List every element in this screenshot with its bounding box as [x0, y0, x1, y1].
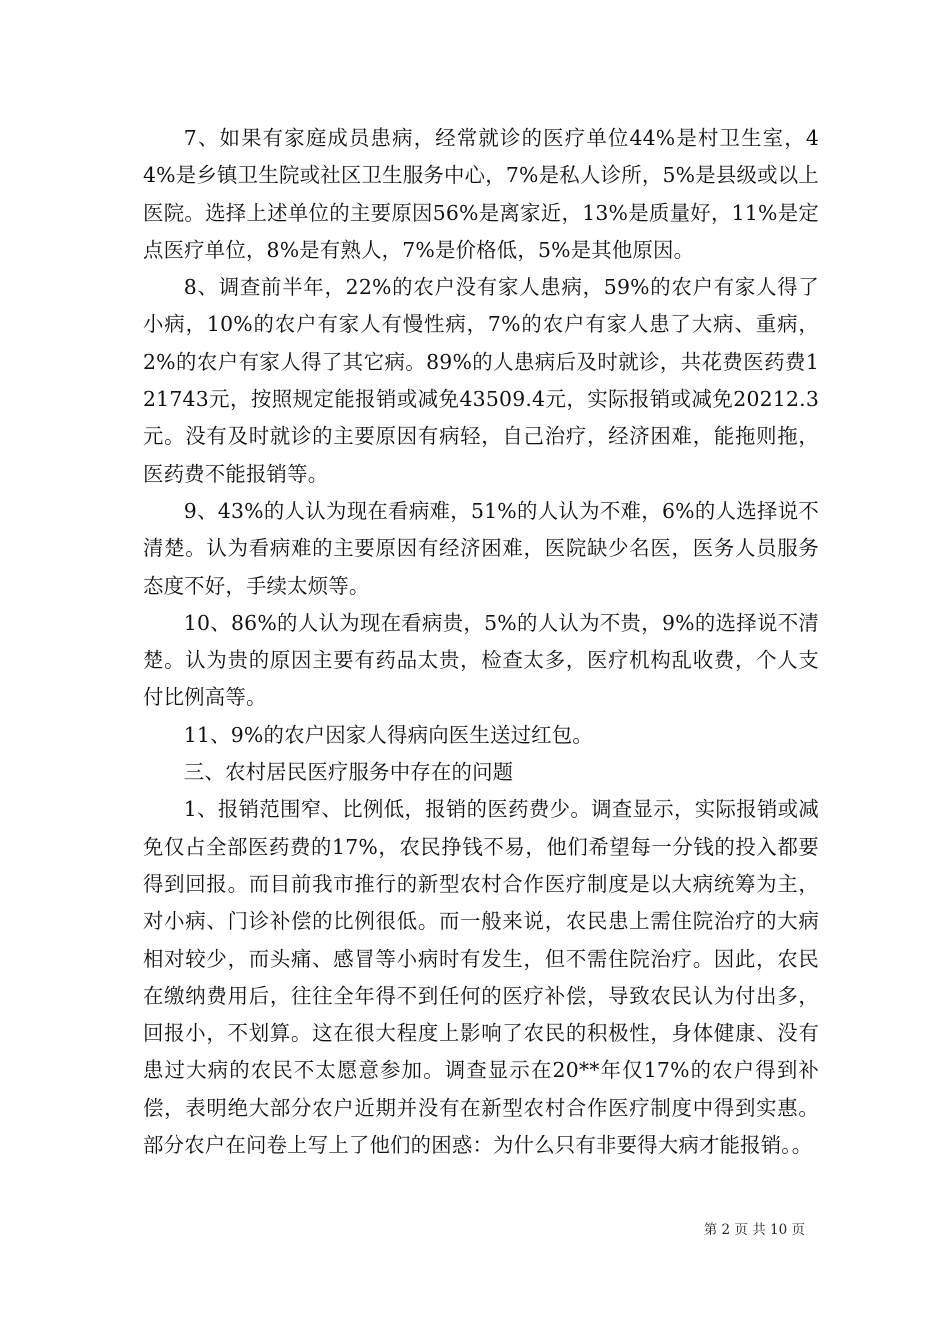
page-number-label: 第 2 页 共 10 页 — [703, 1222, 805, 1238]
paragraph-item-9: 9、43%的人认为现在看病难，51%的人认为不难，6%的人选择说不清楚。认为看病难的主要原因有经济困难，医院缺少名医，医务人员服务态度不好，手续太烦等。 — [143, 498, 819, 598]
section-heading: 三、农村居民医疗服务中存在的问题 — [183, 760, 514, 785]
paragraph-item-8: 8、调查前半年，22%的农户没有家人患病，59%的农户有家人得了小病，10%的农户有家人有慢性病，7%的农户有家人患了大病、重病，2%的农户有家人得了其它病。89%的人患病后及时就诊，共花费医药费121743元，按照规定能报销或减免43509.4元，实际报销或减免20212.3元。没有及时就诊的主要原因有病轻，自己治疗，经济困难，能拖则拖，医药费不能报销等。 — [143, 275, 819, 486]
paragraph-item-7: 7、如果有家庭成员患病，经常就诊的医疗单位44%是村卫生室，44%是乡镇卫生院或社区卫生服务中心，7%是私人诊所，5%是县级或以上医院。选择上述单位的主要原因56%是离家近，13%是质量好，11%是定点医疗单位，8%是有熟人，7%是价格低，5%是其他原因。 — [143, 126, 819, 262]
document-body — [143, 120, 819, 1164]
section-paragraph-1: 1、报销范围窄、比例低，报销的医药费少。调查显示，实际报销或减免仅占全部医药费的17%，农民挣钱不易，他们希望每一分钱的投入都要得到回报。而目前我市推行的新型农村合作医疗制度是以大病统筹为主，对小病、门诊补偿的比例很低。而一般来说，农民患上需住院治疗的大病相对较少，而头痛、感冒等小病时有发生，但不需住院治疗。因此，农民在缴纳费用后，往往全年得不到任何的医疗补偿，导致农民认为付出多，回报小，不划算。这在很大程度上影响了农民的积极性，身体健康、没有患过大病的农民不太愿意参加。调查显示在20**年仅17%的农户得到补偿，表明绝大部分农户近期并没有在新型农村合作医疗制度中得到实惠。部分农户在问卷上写上了他们的困惑：为什么只有非要得大病才能报销。。 — [143, 797, 819, 1158]
paragraph-item-10: 10、86%的人认为现在看病贵，5%的人认为不贵，9%的选择说不清楚。认为贵的原因主要有药品太贵，检查太多，医疗机构乱收费，个人支付比例高等。 — [143, 610, 819, 710]
paragraph-item-11: 11、9%的农户因家人得病向医生送过红包。 — [183, 722, 593, 747]
